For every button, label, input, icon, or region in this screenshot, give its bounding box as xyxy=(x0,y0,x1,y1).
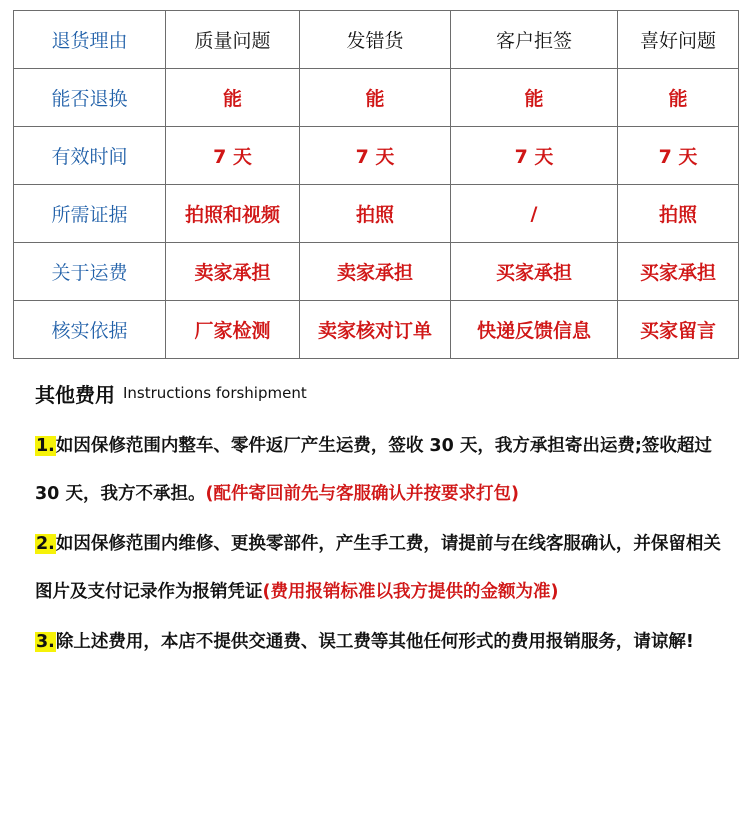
header-quality-issue: 质量问题 xyxy=(166,11,300,69)
fee-item-1 xyxy=(35,422,735,518)
row-label-returnable: 能否退换 xyxy=(14,69,166,127)
table-row xyxy=(14,69,739,127)
table-cell: 能 xyxy=(300,69,451,127)
table-cell: 买家承担 xyxy=(451,243,618,301)
table-cell: 卖家承担 xyxy=(300,243,451,301)
table-cell: 拍照和视频 xyxy=(166,185,300,243)
table-cell: 卖家核对订单 xyxy=(300,301,451,359)
table-cell: 7 天 xyxy=(300,127,451,185)
row-label-valid-period: 有效时间 xyxy=(14,127,166,185)
item-text-2: 如因保修范围内维修、更换零部件，产生手工费，请提前与在线客服确认，并保留相关图片及支付记录作为报销凭证 xyxy=(35,534,721,602)
item-text-3: 除上述费用，本店不提供交通费、误工费等其他任何形式的费用报销服务，请谅解! xyxy=(55,632,694,652)
table-cell: 快递反馈信息 xyxy=(451,301,618,359)
item-note-2: (费用报销标准以我方提供的金额为准) xyxy=(262,582,559,602)
header-customer-refused: 客户拒签 xyxy=(451,11,618,69)
table-cell: 能 xyxy=(618,69,739,127)
section-title: 其他费用 xyxy=(35,382,115,407)
row-label-verification-basis: 核实依据 xyxy=(14,301,166,359)
table-cell: 拍照 xyxy=(618,185,739,243)
table-cell: 能 xyxy=(166,69,300,127)
table-cell: 厂家检测 xyxy=(166,301,300,359)
table-cell: 7 天 xyxy=(451,127,618,185)
table-row xyxy=(14,185,739,243)
table-cell: / xyxy=(451,185,618,243)
section-heading xyxy=(35,374,735,412)
section-subtitle: Instructions forshipment xyxy=(123,384,307,402)
row-label-required-evidence: 所需证据 xyxy=(14,185,166,243)
item-number-1: 1. xyxy=(36,436,55,456)
other-fees-section xyxy=(35,374,735,666)
header-return-reason: 退货理由 xyxy=(14,11,166,69)
table-header-row xyxy=(14,11,739,69)
table-cell: 买家留言 xyxy=(618,301,739,359)
return-policy-table xyxy=(13,10,739,359)
item-text-1: 如因保修范围内整车、零件返厂产生运费，签收 30 天，我方承担寄出运费;签收超过 30 天，我方不承担。 xyxy=(35,436,712,504)
row-label-shipping-cost: 关于运费 xyxy=(14,243,166,301)
table-cell: 能 xyxy=(451,69,618,127)
fee-item-2 xyxy=(35,520,735,616)
table-row xyxy=(14,243,739,301)
table-cell: 拍照 xyxy=(300,185,451,243)
table-cell: 7 天 xyxy=(166,127,300,185)
table-cell: 卖家承担 xyxy=(166,243,300,301)
fee-item-3 xyxy=(35,618,735,666)
item-number-2: 2. xyxy=(36,534,55,554)
header-preference-issue: 喜好问题 xyxy=(618,11,739,69)
item-number-3: 3. xyxy=(36,632,55,652)
table-cell: 买家承担 xyxy=(618,243,739,301)
table-row xyxy=(14,301,739,359)
table-row xyxy=(14,127,739,185)
table-cell: 7 天 xyxy=(618,127,739,185)
item-note-1: (配件寄回前先与客服确认并按要求打包) xyxy=(205,484,519,504)
header-wrong-item: 发错货 xyxy=(300,11,451,69)
